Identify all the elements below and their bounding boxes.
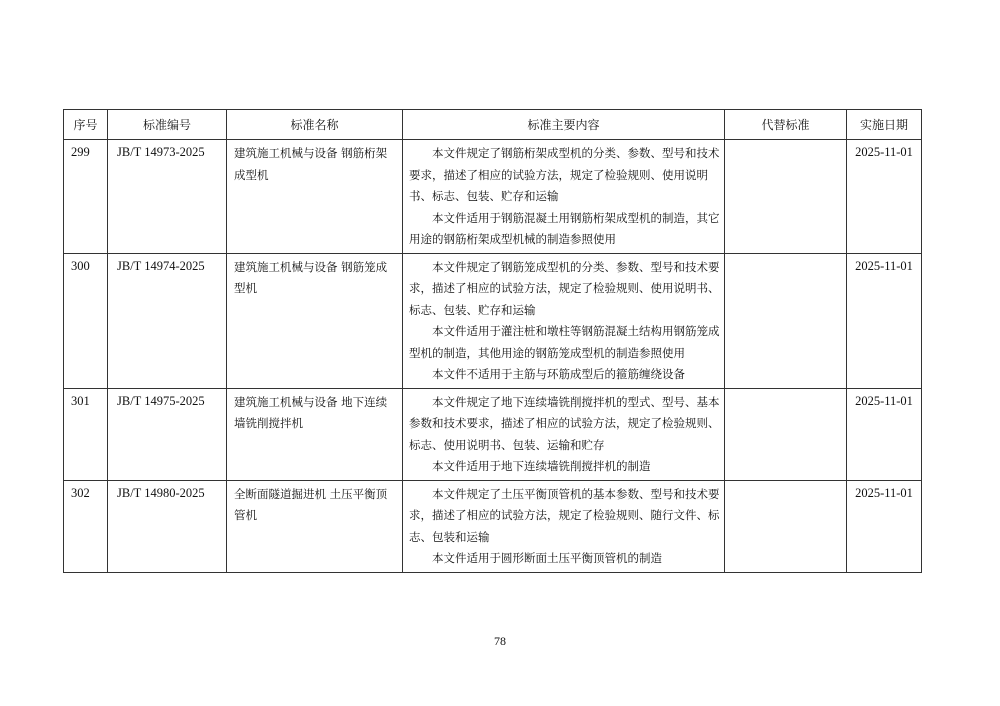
header-name: 标准名称: [227, 110, 403, 140]
header-replaces: 代替标准: [725, 110, 847, 140]
row-standard-name: 全断面隧道掘进机 土压平衡顶管机: [227, 480, 403, 572]
content-paragraph: 本文件不适用于主筋与环筋成型后的箍筋缠绕设备: [432, 367, 685, 381]
row-replaces: [725, 388, 847, 480]
row-seq: 299: [64, 140, 108, 254]
row-seq: 300: [64, 253, 108, 388]
row-seq: 302: [64, 480, 108, 572]
content-paragraph: 本文件规定了地下连续墙铣削搅拌机的型式、型号、基本参数和技术要求，描述了相应的试验方法，规定了检验规则、标志、使用说明书、包装、运输和贮存: [409, 394, 720, 452]
row-replaces: [725, 480, 847, 572]
row-standard-name: 建筑施工机械与设备 钢筋桁架成型机: [227, 140, 403, 254]
row-content: [403, 140, 725, 254]
table-row: [64, 388, 922, 480]
row-standard-code: JB/T 14973-2025: [108, 140, 227, 254]
row-replaces: [725, 140, 847, 254]
table-row: [64, 253, 922, 388]
page-number: 78: [494, 634, 506, 648]
row-date: 2025-11-01: [847, 140, 922, 254]
content-paragraph: 本文件适用于灌注桩和墩柱等钢筋混凝土结构用钢筋笼成型机的制造，其他用途的钢筋笼成型机的制造参照使用: [409, 324, 720, 360]
content-paragraph: 本文件适用于钢筋混凝土用钢筋桁架成型机的制造，其它用途的钢筋桁架成型机械的制造参照使用: [409, 210, 720, 246]
table-row: [64, 140, 922, 254]
row-standard-code: JB/T 14975-2025: [108, 388, 227, 480]
content-paragraph: 本文件规定了土压平衡顶管机的基本参数、型号和技术要求，描述了相应的试验方法，规定了检验规则、随行文件、标志、包装和运输: [409, 486, 720, 544]
header-seq: 序号: [64, 110, 108, 140]
row-standard-name: 建筑施工机械与设备 钢筋笼成型机: [227, 253, 403, 388]
standards-table: [63, 109, 922, 573]
row-replaces: [725, 253, 847, 388]
row-date: 2025-11-01: [847, 480, 922, 572]
row-seq: 301: [64, 388, 108, 480]
row-standard-name: 建筑施工机械与设备 地下连续墙铣削搅拌机: [227, 388, 403, 480]
row-date: 2025-11-01: [847, 253, 922, 388]
content-paragraph: 本文件适用于圆形断面土压平衡顶管机的制造: [432, 551, 662, 565]
content-paragraph: 本文件规定了钢筋笼成型机的分类、参数、型号和技术要求，描述了相应的试验方法，规定了检验规则、使用说明书、标志、包装、贮存和运输: [409, 259, 720, 317]
table-header-row: [64, 110, 922, 140]
row-content: [403, 253, 725, 388]
row-content: [403, 480, 725, 572]
row-standard-code: JB/T 14980-2025: [108, 480, 227, 572]
table-row: [64, 480, 922, 572]
header-code: 标准编号: [108, 110, 227, 140]
row-content: [403, 388, 725, 480]
header-date: 实施日期: [847, 110, 922, 140]
header-content: 标准主要内容: [403, 110, 725, 140]
row-standard-code: JB/T 14974-2025: [108, 253, 227, 388]
content-paragraph: 本文件适用于地下连续墙铣削搅拌机的制造: [432, 459, 651, 473]
row-date: 2025-11-01: [847, 388, 922, 480]
content-paragraph: 本文件规定了钢筋桁架成型机的分类、参数、型号和技术要求，描述了相应的试验方法，规定了检验规则、使用说明书、标志、包装、贮存和运输: [409, 146, 720, 203]
